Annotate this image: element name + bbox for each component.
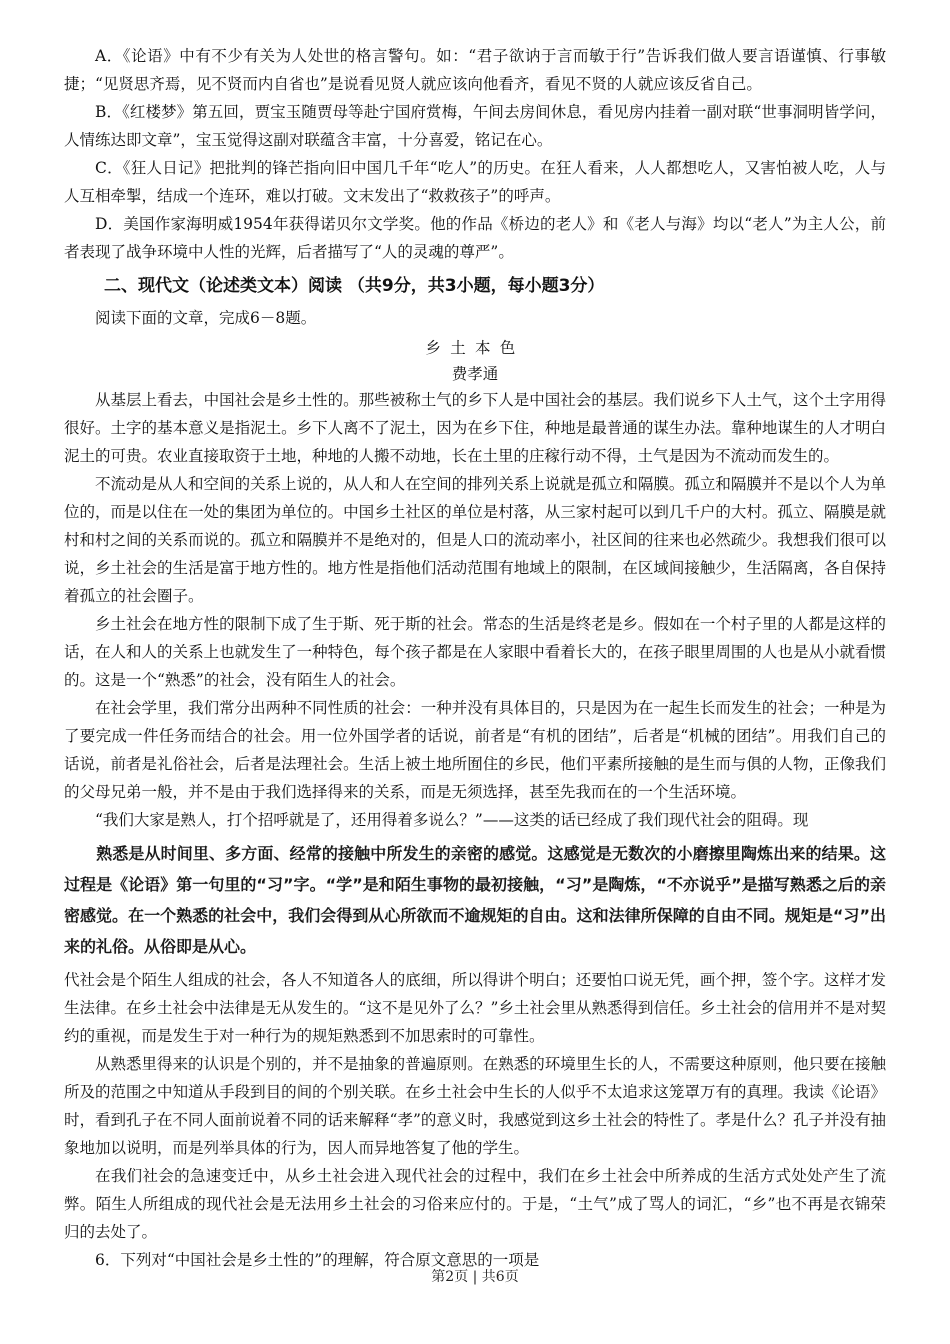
paragraph: 代社会是个陌生人组成的社会，各人不知道各人的底细，所以得讲个明白；还要怕口说无凭，画个押，签个字。这样才发生法律。在乡土社会中法律是无从发生的。“这不是见外了么？”乡土社会里从熟悉得到信任。乡土社会的信用并不是对契约的重视，而是发生于对一种行为的规矩熟悉到不加思索时的可靠性。 — [64, 971, 886, 1045]
paragraph: 在我们社会的急速变迁中，从乡土社会进入现代社会的过程中，我们在乡土社会中所养成的生活方式处处产生了流弊。陌生人所组成的现代社会是无法用乡土社会的习俗来应付的。于是，“土气”成了骂人的词汇，“乡”也不再是衣锦荣归的去处了。 — [64, 1167, 886, 1241]
paragraph: 在社会学里，我们常分出两种不同性质的社会：一种并没有具体目的，只是因为在一起生长而发生的社会；一种是为了要完成一件任务而结合的社会。用一位外国学者的话说，前者是“有机的团结”，后者是“机械的团结”。用我们自己的话说，前者是礼俗社会，后者是法理社会。生活上被土地所囿住的乡民，他们平素所接触的是生而与俱的人物，正像我们的父母兄弟一般，并不是由于我们选择得来的关系，而是无须选择，甚至先我而在的一个生活环境。 — [64, 699, 886, 801]
option-d: D．美国作家海明威1954年获得诺贝尔文学奖。他的作品《桥边的老人》和《老人与海》均以“老人”为主人公，前者表现了战争环境中人性的光辉，后者描写了“人的灵魂的尊严”。 — [64, 215, 886, 261]
option-b: B．《红楼梦》第五回，贾宝玉随贾母等赴宁国府赏梅，午间去房间休息，看见房内挂着一副对联“世事洞明皆学问，人情练达即文章”，宝玉觉得这副对联蕴含丰富，十分喜爱，铭记在心。 — [64, 103, 886, 149]
paragraph: “我们大家是熟人，打个招呼就是了，还用得着多说么？”——这类的话已经成了我们现代社会的阻碍。现 — [95, 811, 809, 829]
article-author: 费孝通 — [451, 365, 499, 383]
option-a: A．《论语》中有不少有关为人处世的格言警句。如：“君子欲讷于言而敏于行”告诉我们做人要言语谨慎、行事敏捷；“见贤思齐焉，见不贤而内自省也”是说看见贤人就应该向他看齐，看见不贤的人就应该反省自己。 — [64, 47, 886, 93]
page-footer: 第2页 | 共6页 — [431, 1269, 519, 1285]
bold-paragraph-text: 熟悉是从时间里、多方面、经常的接触中所发生的亲密的感觉。这感觉是无数次的小磨擦里陶炼出来的结果。这过程是《论语》第一句里的“习”字。“学”是和陌生事物的最初接触，“习”是陶炼，“不亦说乎”是描写熟悉之后的亲密感觉。在一个熟悉的社会中，我们会得到从心所欲而不逾规矩的自由。这和法律所保障的自由不同。规矩是“习”出来的礼俗。从俗即是从心。 — [64, 844, 886, 956]
options-list — [64, 42, 886, 266]
article-title: 乡土本色 — [425, 339, 525, 357]
paragraph: 不流动是从人和空间的关系上说的，从人和人在空间的排列关系上说就是孤立和隔膜。孤立和隔膜并不是以个人为单位的，而是以住在一处的集团为单位的。中国乡土社区的单位是村落，从三家村起可以到几千户的大村。孤立、隔膜是就村和村之间的关系而说的。孤立和隔膜并不是绝对的，但是人口的流动率小，社区间的往来也必然疏少。我想我们很可以说，乡土社会的生活是富于地方性的。地方性是指他们活动范围有地域上的限制，在区域间接触少，生活隔离，各自保持着孤立的社会圈子。 — [64, 475, 886, 605]
paragraph: 从基层上看去，中国社会是乡土性的。那些被称土气的乡下人是中国社会的基层。我们说乡下人土气，这个土字用得很好。土字的基本意义是指泥土。乡下人离不了泥土，因为在乡下住，种地是最普通的谋生办法。靠种地谋生的人才明白泥土的可贵。农业直接取资于土地，种地的人搬不动地，长在土里的庄稼行动不得，土气是因为不流动而发生的。 — [64, 391, 886, 465]
option-c: C．《狂人日记》把批判的锋芒指向旧中国几千年“吃人”的历史。在狂人看来，人人都想吃人，又害怕被人吃，人与人互相牵掣，结成一个连环，难以打破。文末发出了“救救孩子”的呼声。 — [64, 159, 886, 205]
inserted-bold-paragraph — [64, 838, 886, 962]
instruction: 阅读下面的文章，完成6－8题。 — [95, 309, 317, 327]
section-heading: 二、现代文（论述类文本）阅读 （共9分，共3小题，每小题3分） — [104, 276, 605, 296]
question-6: 6．下列对“中国社会是乡土性的”的理解，符合原文意思的一项是 — [95, 1251, 540, 1269]
paragraph: 从熟悉里得来的认识是个别的，并不是抽象的普遍原则。在熟悉的环境里生长的人，不需要这种原则，他只要在接触所及的范围之中知道从手段到目的间的个别关联。在乡土社会中生长的人似乎不太追求这笼罩万有的真理。我读《论语》时，看到孔子在不同人面前说着不同的话来解释“孝”的意义时，我感觉到这乡土社会的特性了。孝是什么？孔子并没有抽象地加以说明，而是列举具体的行为，因人而异地答复了他的学生。 — [64, 1055, 886, 1157]
paragraph: 乡土社会在地方性的限制下成了生于斯、死于斯的社会。常态的生活是终老是乡。假如在一个村子里的人都是这样的话，在人和人的关系上也就发生了一种特色，每个孩子都是在人家眼中看着长大的，在孩子眼里周围的人也是从小就看惯的。这是一个“熟悉”的社会，没有陌生人的社会。 — [64, 615, 886, 689]
